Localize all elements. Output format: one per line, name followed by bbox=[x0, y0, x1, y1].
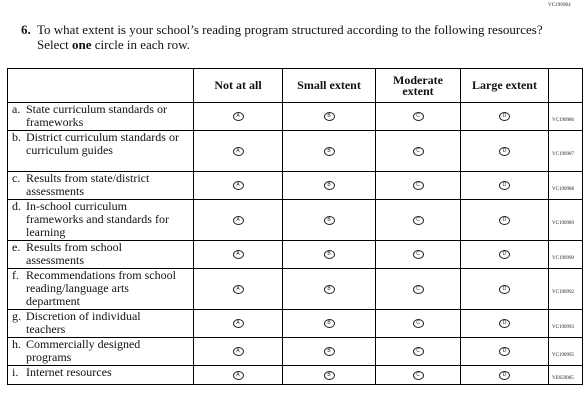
table-row bbox=[8, 103, 583, 131]
radio-circle-small-extent[interactable]: B bbox=[324, 371, 335, 380]
cell-large-extent bbox=[461, 338, 549, 366]
table-row bbox=[8, 269, 583, 310]
radio-circle-large-extent[interactable]: D bbox=[499, 216, 510, 225]
header-large-extent: Large extent bbox=[461, 69, 549, 103]
cell-large-extent bbox=[461, 241, 549, 269]
variable-code: VC190987 bbox=[552, 152, 574, 157]
radio-circle-moderate-extent[interactable]: C bbox=[413, 112, 424, 121]
radio-circle-small-extent[interactable]: B bbox=[324, 250, 335, 259]
row-label bbox=[8, 131, 194, 172]
header-small-extent: Small extent bbox=[283, 69, 376, 103]
cell-not-at-all bbox=[194, 366, 283, 385]
cell-large-extent bbox=[461, 200, 549, 241]
row-label bbox=[8, 172, 194, 200]
row-letter: b. bbox=[12, 130, 21, 144]
row-label bbox=[8, 310, 194, 338]
row-text: District curriculum standards or curriculum guides bbox=[26, 130, 179, 157]
question-prompt: To what extent is your school’s reading program structured according to the following resources? bbox=[37, 22, 543, 37]
instruction-bold: one bbox=[72, 37, 92, 52]
variable-code-cell bbox=[549, 269, 583, 310]
radio-circle-small-extent[interactable]: B bbox=[324, 319, 335, 328]
radio-circle-moderate-extent[interactable]: C bbox=[413, 319, 424, 328]
row-label bbox=[8, 200, 194, 241]
cell-small-extent bbox=[283, 338, 376, 366]
row-text: Results from school assessments bbox=[26, 240, 122, 267]
radio-circle-large-extent[interactable]: D bbox=[499, 371, 510, 380]
radio-circle-large-extent[interactable]: D bbox=[499, 250, 510, 259]
radio-circle-not-at-all[interactable]: A bbox=[233, 216, 244, 225]
cell-moderate-extent bbox=[376, 200, 461, 241]
row-label bbox=[8, 103, 194, 131]
table-row bbox=[8, 366, 583, 385]
radio-circle-small-extent[interactable]: B bbox=[324, 285, 335, 294]
cell-moderate-extent bbox=[376, 338, 461, 366]
variable-code-cell bbox=[549, 172, 583, 200]
radio-circle-large-extent[interactable]: D bbox=[499, 319, 510, 328]
cell-small-extent bbox=[283, 366, 376, 385]
cell-large-extent bbox=[461, 310, 549, 338]
radio-circle-not-at-all[interactable]: A bbox=[233, 147, 244, 156]
radio-circle-large-extent[interactable]: D bbox=[499, 147, 510, 156]
variable-code: VC190990 bbox=[552, 255, 574, 261]
radio-circle-moderate-extent[interactable]: C bbox=[413, 285, 424, 294]
row-letter: c. bbox=[12, 171, 21, 185]
cell-large-extent bbox=[461, 103, 549, 131]
cell-small-extent bbox=[283, 310, 376, 338]
radio-circle-small-extent[interactable]: B bbox=[324, 347, 335, 356]
variable-code-cell bbox=[549, 103, 583, 131]
cell-moderate-extent bbox=[376, 269, 461, 310]
cell-not-at-all bbox=[194, 269, 283, 310]
table-row bbox=[8, 241, 583, 269]
cell-small-extent bbox=[283, 103, 376, 131]
variable-code-cell bbox=[549, 131, 583, 172]
row-text: Commercially designed programs bbox=[26, 337, 141, 364]
header-row bbox=[8, 69, 583, 103]
radio-circle-small-extent[interactable]: B bbox=[324, 181, 335, 190]
cell-moderate-extent bbox=[376, 172, 461, 200]
variable-code: VC190995 bbox=[552, 352, 574, 358]
cell-small-extent bbox=[283, 131, 376, 172]
table-row bbox=[8, 172, 583, 200]
cell-moderate-extent bbox=[376, 131, 461, 172]
radio-circle-moderate-extent[interactable]: C bbox=[413, 147, 424, 156]
radio-circle-large-extent[interactable]: D bbox=[499, 181, 510, 190]
cell-moderate-extent bbox=[376, 366, 461, 385]
question-number: 6. bbox=[21, 22, 31, 37]
cell-not-at-all bbox=[194, 200, 283, 241]
form-code: VC190984 bbox=[548, 3, 571, 8]
row-label bbox=[8, 338, 194, 366]
variable-code: VC190989 bbox=[552, 221, 574, 226]
radio-circle-large-extent[interactable]: D bbox=[499, 112, 510, 121]
row-letter: h. bbox=[12, 337, 21, 351]
row-text: Internet resources bbox=[26, 365, 112, 379]
radio-circle-not-at-all[interactable]: A bbox=[233, 347, 244, 356]
radio-circle-moderate-extent[interactable]: C bbox=[413, 371, 424, 380]
cell-moderate-extent bbox=[376, 310, 461, 338]
row-text: Discretion of individual teachers bbox=[26, 309, 141, 336]
question-text bbox=[37, 22, 582, 52]
radio-circle-not-at-all[interactable]: A bbox=[233, 250, 244, 259]
cell-not-at-all bbox=[194, 172, 283, 200]
cell-large-extent bbox=[461, 269, 549, 310]
radio-circle-moderate-extent[interactable]: C bbox=[413, 216, 424, 225]
header-not-at-all: Not at all bbox=[194, 69, 283, 103]
radio-circle-small-extent[interactable]: B bbox=[324, 147, 335, 156]
cell-small-extent bbox=[283, 200, 376, 241]
variable-code-cell bbox=[549, 241, 583, 269]
row-label bbox=[8, 241, 194, 269]
variable-code: VC190988 bbox=[552, 186, 574, 192]
table-row bbox=[8, 338, 583, 366]
row-text: Recommendations from school reading/language arts department bbox=[26, 268, 176, 308]
variable-code: VC190986 bbox=[552, 117, 574, 123]
radio-circle-small-extent[interactable]: B bbox=[324, 112, 335, 121]
header-code bbox=[549, 69, 583, 103]
table-row bbox=[8, 310, 583, 338]
row-letter: f. bbox=[12, 268, 19, 282]
row-text: Results from state/district assessments bbox=[26, 171, 150, 198]
radio-circle-small-extent[interactable]: B bbox=[324, 216, 335, 225]
radio-circle-not-at-all[interactable]: A bbox=[233, 181, 244, 190]
radio-circle-not-at-all[interactable]: A bbox=[233, 112, 244, 121]
cell-small-extent bbox=[283, 241, 376, 269]
variable-code-cell bbox=[549, 200, 583, 241]
row-letter: d. bbox=[12, 199, 21, 213]
cell-not-at-all bbox=[194, 131, 283, 172]
row-letter: e. bbox=[12, 240, 21, 254]
row-letter: a. bbox=[12, 102, 21, 116]
cell-not-at-all bbox=[194, 338, 283, 366]
radio-circle-large-extent[interactable]: D bbox=[499, 285, 510, 294]
radio-circle-not-at-all[interactable]: A bbox=[233, 319, 244, 328]
table-row bbox=[8, 200, 583, 241]
variable-code-cell bbox=[549, 310, 583, 338]
table-row bbox=[8, 131, 583, 172]
row-letter: g. bbox=[12, 309, 21, 323]
cell-not-at-all bbox=[194, 241, 283, 269]
row-label bbox=[8, 269, 194, 310]
variable-code: VE659085 bbox=[552, 376, 574, 381]
variable-code-cell bbox=[549, 366, 583, 385]
radio-circle-moderate-extent[interactable]: C bbox=[413, 181, 424, 190]
radio-circle-moderate-extent[interactable]: C bbox=[413, 250, 424, 259]
radio-circle-large-extent[interactable]: D bbox=[499, 347, 510, 356]
row-text: State curriculum standards or frameworks bbox=[26, 102, 167, 129]
cell-large-extent bbox=[461, 131, 549, 172]
row-letter: i. bbox=[12, 365, 19, 379]
cell-small-extent bbox=[283, 172, 376, 200]
header-item bbox=[8, 69, 194, 103]
radio-circle-not-at-all[interactable]: A bbox=[233, 371, 244, 380]
instruction-post: circle in each row. bbox=[91, 37, 190, 52]
cell-moderate-extent bbox=[376, 103, 461, 131]
cell-not-at-all bbox=[194, 103, 283, 131]
response-table bbox=[7, 68, 583, 385]
cell-not-at-all bbox=[194, 310, 283, 338]
cell-large-extent bbox=[461, 172, 549, 200]
header-moderate-extent: Moderate extent bbox=[376, 69, 461, 103]
row-text: In-school curriculum frameworks and standards for learning bbox=[26, 199, 169, 239]
instruction-pre: Select bbox=[37, 37, 73, 52]
cell-small-extent bbox=[283, 269, 376, 310]
row-label bbox=[8, 366, 194, 385]
variable-code: VC190993 bbox=[552, 324, 574, 330]
variable-code-cell bbox=[549, 338, 583, 366]
radio-circle-not-at-all[interactable]: A bbox=[233, 285, 244, 294]
variable-code: VC190992 bbox=[552, 290, 574, 295]
cell-moderate-extent bbox=[376, 241, 461, 269]
cell-large-extent bbox=[461, 366, 549, 385]
radio-circle-moderate-extent[interactable]: C bbox=[413, 347, 424, 356]
